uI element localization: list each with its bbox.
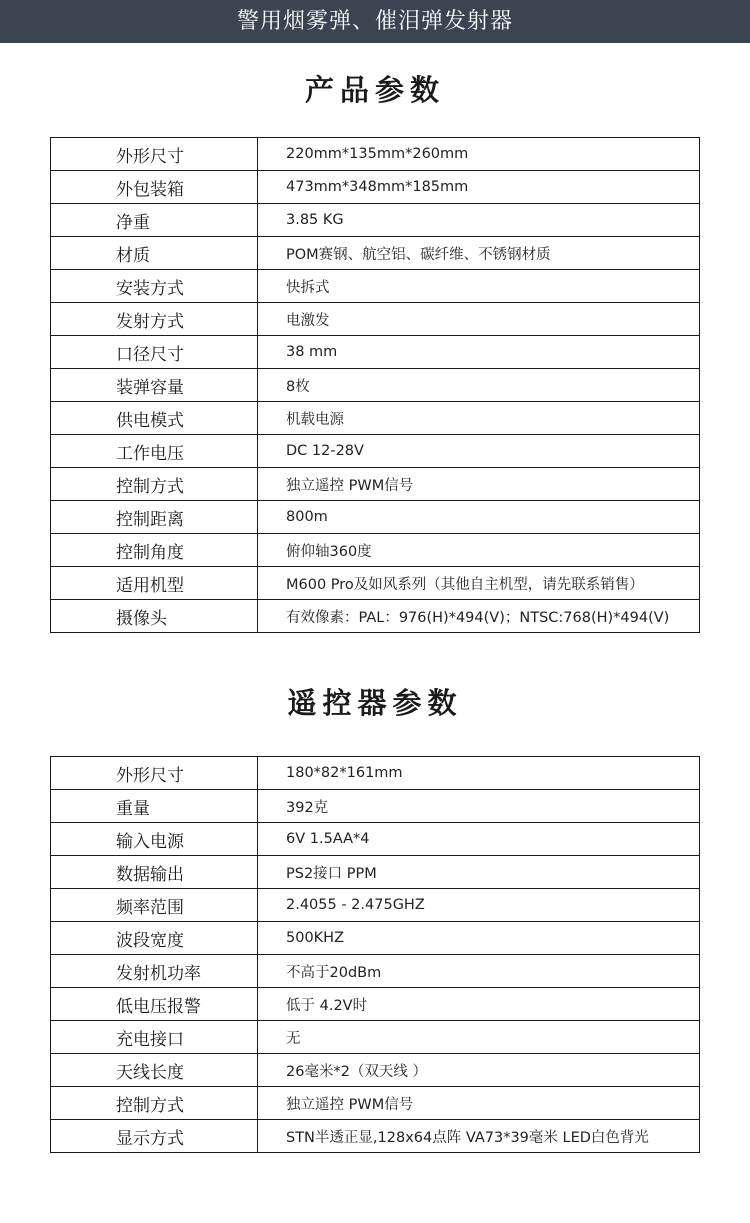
table-row (51, 1120, 700, 1153)
param-label: 口径尺寸 (51, 336, 258, 369)
param-label: 外形尺寸 (51, 757, 258, 790)
param-label: 适用机型 (51, 567, 258, 600)
table-row (51, 600, 700, 633)
page-header (0, 0, 750, 43)
param-label: 安装方式 (51, 270, 258, 303)
param-value: 38 mm (258, 336, 700, 369)
table-row (51, 1021, 700, 1054)
product-params-table (50, 137, 700, 633)
table-row (51, 1054, 700, 1087)
param-value: 392克 (258, 790, 700, 823)
param-value: 8枚 (258, 369, 700, 402)
product-params-title: 产品参数 (304, 73, 445, 107)
param-value: 快拆式 (258, 270, 700, 303)
param-value: 26毫米*2（双天线 ） (258, 1054, 700, 1087)
param-value: DC 12-28V (258, 435, 700, 468)
table-row (51, 988, 700, 1021)
table-row (51, 369, 700, 402)
param-label: 重量 (51, 790, 258, 823)
param-value: 无 (258, 1021, 700, 1054)
remote-params-title: 遥控器参数 (287, 686, 463, 720)
param-value: 2.4055 - 2.475GHZ (258, 889, 700, 922)
param-label: 工作电压 (51, 435, 258, 468)
param-label: 净重 (51, 204, 258, 237)
param-label: 发射机功率 (51, 955, 258, 988)
table-row (51, 501, 700, 534)
param-label: 控制距离 (51, 501, 258, 534)
table-row (51, 468, 700, 501)
param-value: 独立遥控 PWM信号 (258, 1087, 700, 1120)
param-label: 控制角度 (51, 534, 258, 567)
param-value: 俯仰轴360度 (258, 534, 700, 567)
table-row (51, 1087, 700, 1120)
table-row (51, 237, 700, 270)
param-value: 不高于20dBm (258, 955, 700, 988)
param-label: 输入电源 (51, 823, 258, 856)
table-row (51, 955, 700, 988)
param-value: 500KHZ (258, 922, 700, 955)
remote-params-table (50, 756, 700, 1153)
param-label: 外形尺寸 (51, 138, 258, 171)
table-row (51, 757, 700, 790)
table-row (51, 922, 700, 955)
param-label: 频率范围 (51, 889, 258, 922)
param-value: M600 Pro及如风系列（其他自主机型，请先联系销售） (258, 567, 700, 600)
table-row (51, 790, 700, 823)
table-row (51, 270, 700, 303)
param-label: 摄像头 (51, 600, 258, 633)
table-row (51, 435, 700, 468)
param-label: 控制方式 (51, 1087, 258, 1120)
param-value: STN半透正显,128x64点阵 VA73*39毫米 LED白色背光 (258, 1120, 700, 1153)
param-label: 低电压报警 (51, 988, 258, 1021)
table-row (51, 402, 700, 435)
table-row (51, 534, 700, 567)
param-value: PS2接口 PPM (258, 856, 700, 889)
param-value: 电激发 (258, 303, 700, 336)
param-label: 充电接口 (51, 1021, 258, 1054)
table-row (51, 171, 700, 204)
param-value: 473mm*348mm*185mm (258, 171, 700, 204)
param-label: 显示方式 (51, 1120, 258, 1153)
param-label: 数据输出 (51, 856, 258, 889)
page-title: 警用烟雾弹、催泪弹发射器 (236, 9, 513, 34)
param-label: 外包装箱 (51, 171, 258, 204)
table-row (51, 204, 700, 237)
param-label: 材质 (51, 237, 258, 270)
table-row (51, 567, 700, 600)
param-value: 机载电源 (258, 402, 700, 435)
param-value: 180*82*161mm (258, 757, 700, 790)
param-label: 供电模式 (51, 402, 258, 435)
param-label: 装弹容量 (51, 369, 258, 402)
table-row (51, 889, 700, 922)
param-value: 3.85 KG (258, 204, 700, 237)
table-row (51, 138, 700, 171)
table-row (51, 303, 700, 336)
param-label: 发射方式 (51, 303, 258, 336)
table-row (51, 336, 700, 369)
param-value: 800m (258, 501, 700, 534)
param-label: 控制方式 (51, 468, 258, 501)
table-row (51, 856, 700, 889)
param-value: 6V 1.5AA*4 (258, 823, 700, 856)
param-label: 波段宽度 (51, 922, 258, 955)
param-value: 低于 4.2V时 (258, 988, 700, 1021)
param-value: 独立遥控 PWM信号 (258, 468, 700, 501)
param-value: 有效像素：PAL：976(H)*494(V)；NTSC:768(H)*494(V) (258, 600, 700, 633)
table-row (51, 823, 700, 856)
param-value: 220mm*135mm*260mm (258, 138, 700, 171)
param-label: 天线长度 (51, 1054, 258, 1087)
param-value: POM赛钢、航空铝、碳纤维、不锈钢材质 (258, 237, 700, 270)
